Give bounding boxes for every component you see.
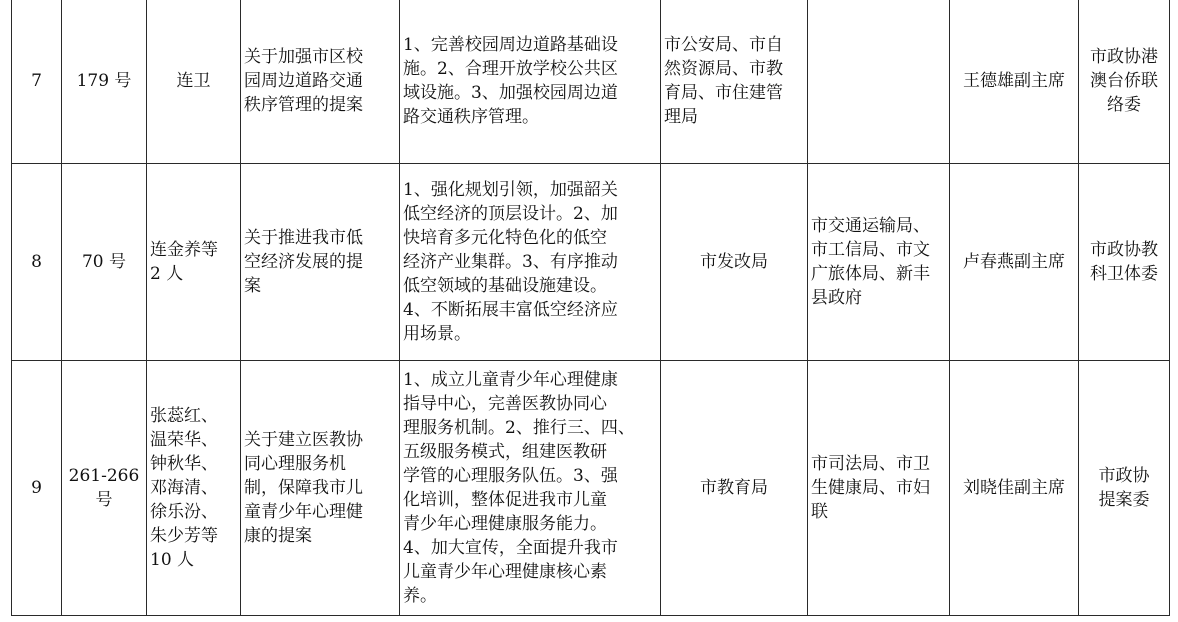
content-cell: 1、强化规划引领，加强韶关 低空经济的顶层设计。2、加 快培育多元化特色化的低空 经济产业集群。3、有序推动 低空领域的基础设施建设。 4、不断拓展丰富低空经济应 用场景。 [400,164,661,361]
proposal-table [11,0,1170,616]
title-cell: 关于建立医教协 同心理服务机 制，保障我市儿 童青少年心理健 康的提案 [241,361,400,616]
co-units-cell: 市交通运输局、 市工信局、市文 广旅体局、新丰 县政府 [808,164,950,361]
title-cell: 关于推进我市低 空经济发展的提 案 [241,164,400,361]
table-row [12,0,1170,164]
table-row [12,361,1170,616]
seq-cell: 9 [12,361,62,616]
leader-cell: 刘晓佳副主席 [950,361,1079,616]
proposer-cell: 张蕊红、 温荣华、 钟秋华、 邓海清、 徐乐汾、 朱少芳等 10 人 [147,361,241,616]
lead-unit-cell: 市教育局 [661,361,808,616]
co-units-cell: 市司法局、市卫 生健康局、市妇 联 [808,361,950,616]
co-units-cell [808,0,950,164]
lead-unit-cell: 市公安局、市自 然资源局、市教 育局、市住建管 理局 [661,0,808,164]
table-row [12,164,1170,361]
leader-cell: 王德雄副主席 [950,0,1079,164]
committee-cell: 市政协教 科卫体委 [1079,164,1170,361]
content-cell: 1、完善校园周边道路基础设 施。2、合理开放学校公共区 域设施。3、加强校园周边道 路交通秩序管理。 [400,0,661,164]
committee-cell: 市政协 提案委 [1079,361,1170,616]
leader-cell: 卢春燕副主席 [950,164,1079,361]
proposer-cell: 连卫 [147,0,241,164]
seq-cell: 8 [12,164,62,361]
title-cell: 关于加强市区校 园周边道路交通 秩序管理的提案 [241,0,400,164]
content-cell: 1、成立儿童青少年心理健康 指导中心，完善医教协同心 理服务机制。2、推行三、四、 五级服务模式，组建医教研 学管的心理服务队伍。3、强 化培训，整体促进我市儿童 青少年心理健康服务能力。 4、加大宣传，全面提升我市 儿童青少年心理健康核心素 养。 [400,361,661,616]
proposal-no-cell: 179 号 [62,0,147,164]
proposal-no-cell: 261-266 号 [62,361,147,616]
proposal-no-cell: 70 号 [62,164,147,361]
lead-unit-cell: 市发改局 [661,164,808,361]
committee-cell: 市政协港 澳台侨联 络委 [1079,0,1170,164]
proposer-cell: 连金养等 2 人 [147,164,241,361]
seq-cell: 7 [12,0,62,164]
